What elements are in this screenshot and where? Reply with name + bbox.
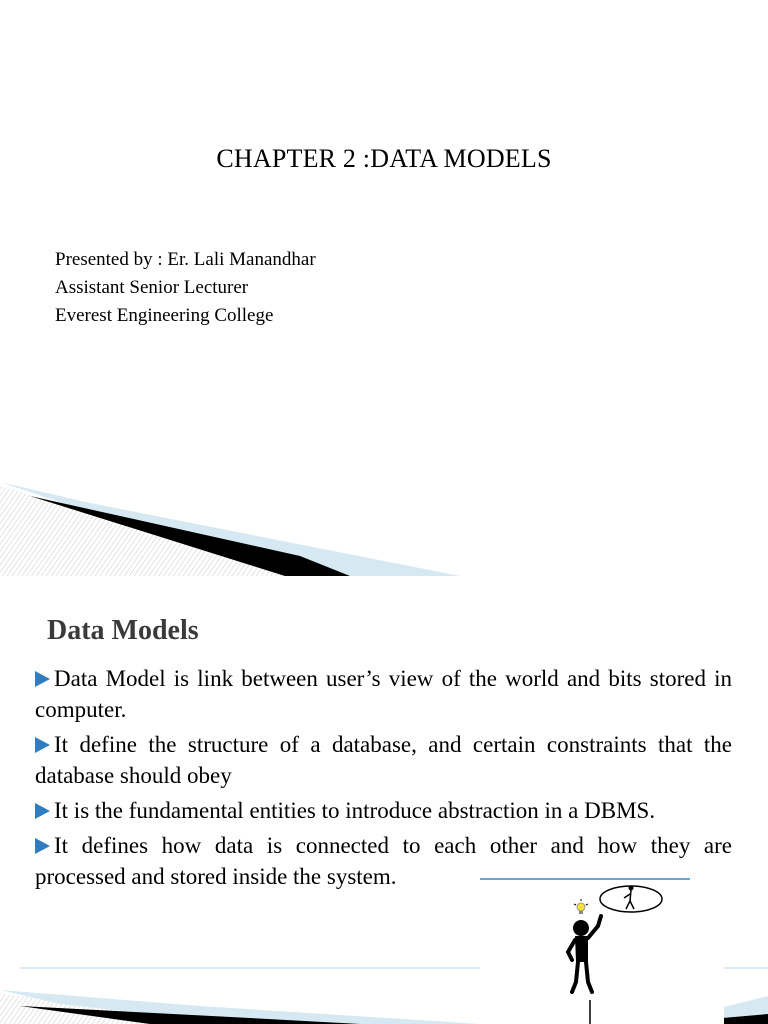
person-idea-icon [480,876,724,1024]
bullet-item [35,795,732,826]
bullet-item [35,729,732,791]
bullet-item [35,663,732,725]
bullet-arrow-icon [35,671,50,687]
slide1-title: CHAPTER 2 :DATA MODELS [216,144,552,173]
presenter-position: Assistant Senior Lecturer [55,277,249,298]
bullet-arrow-icon [35,803,50,819]
bullet-text: It define the structure of a database, and certain constraints that the database should obey [35,732,732,788]
presenter-info [55,246,316,330]
bullet-text: It defines how data is connected to each other and how they are processed and stored inside the system. [35,833,732,889]
bullet-list [35,663,732,896]
bullet-arrow-icon [35,838,50,854]
presenter-name: Presented by : Er. Lali Manandhar [55,249,316,270]
presenter-college: Everest Engineering College [55,305,274,326]
bullet-arrow-icon [35,737,50,753]
bullet-text: Data Model is link between user’s view of the world and bits stored in computer. [35,666,732,722]
slide2-title: Data Models [47,615,199,646]
bullet-text: It is the fundamental entities to introduce abstraction in a DBMS. [54,798,656,823]
